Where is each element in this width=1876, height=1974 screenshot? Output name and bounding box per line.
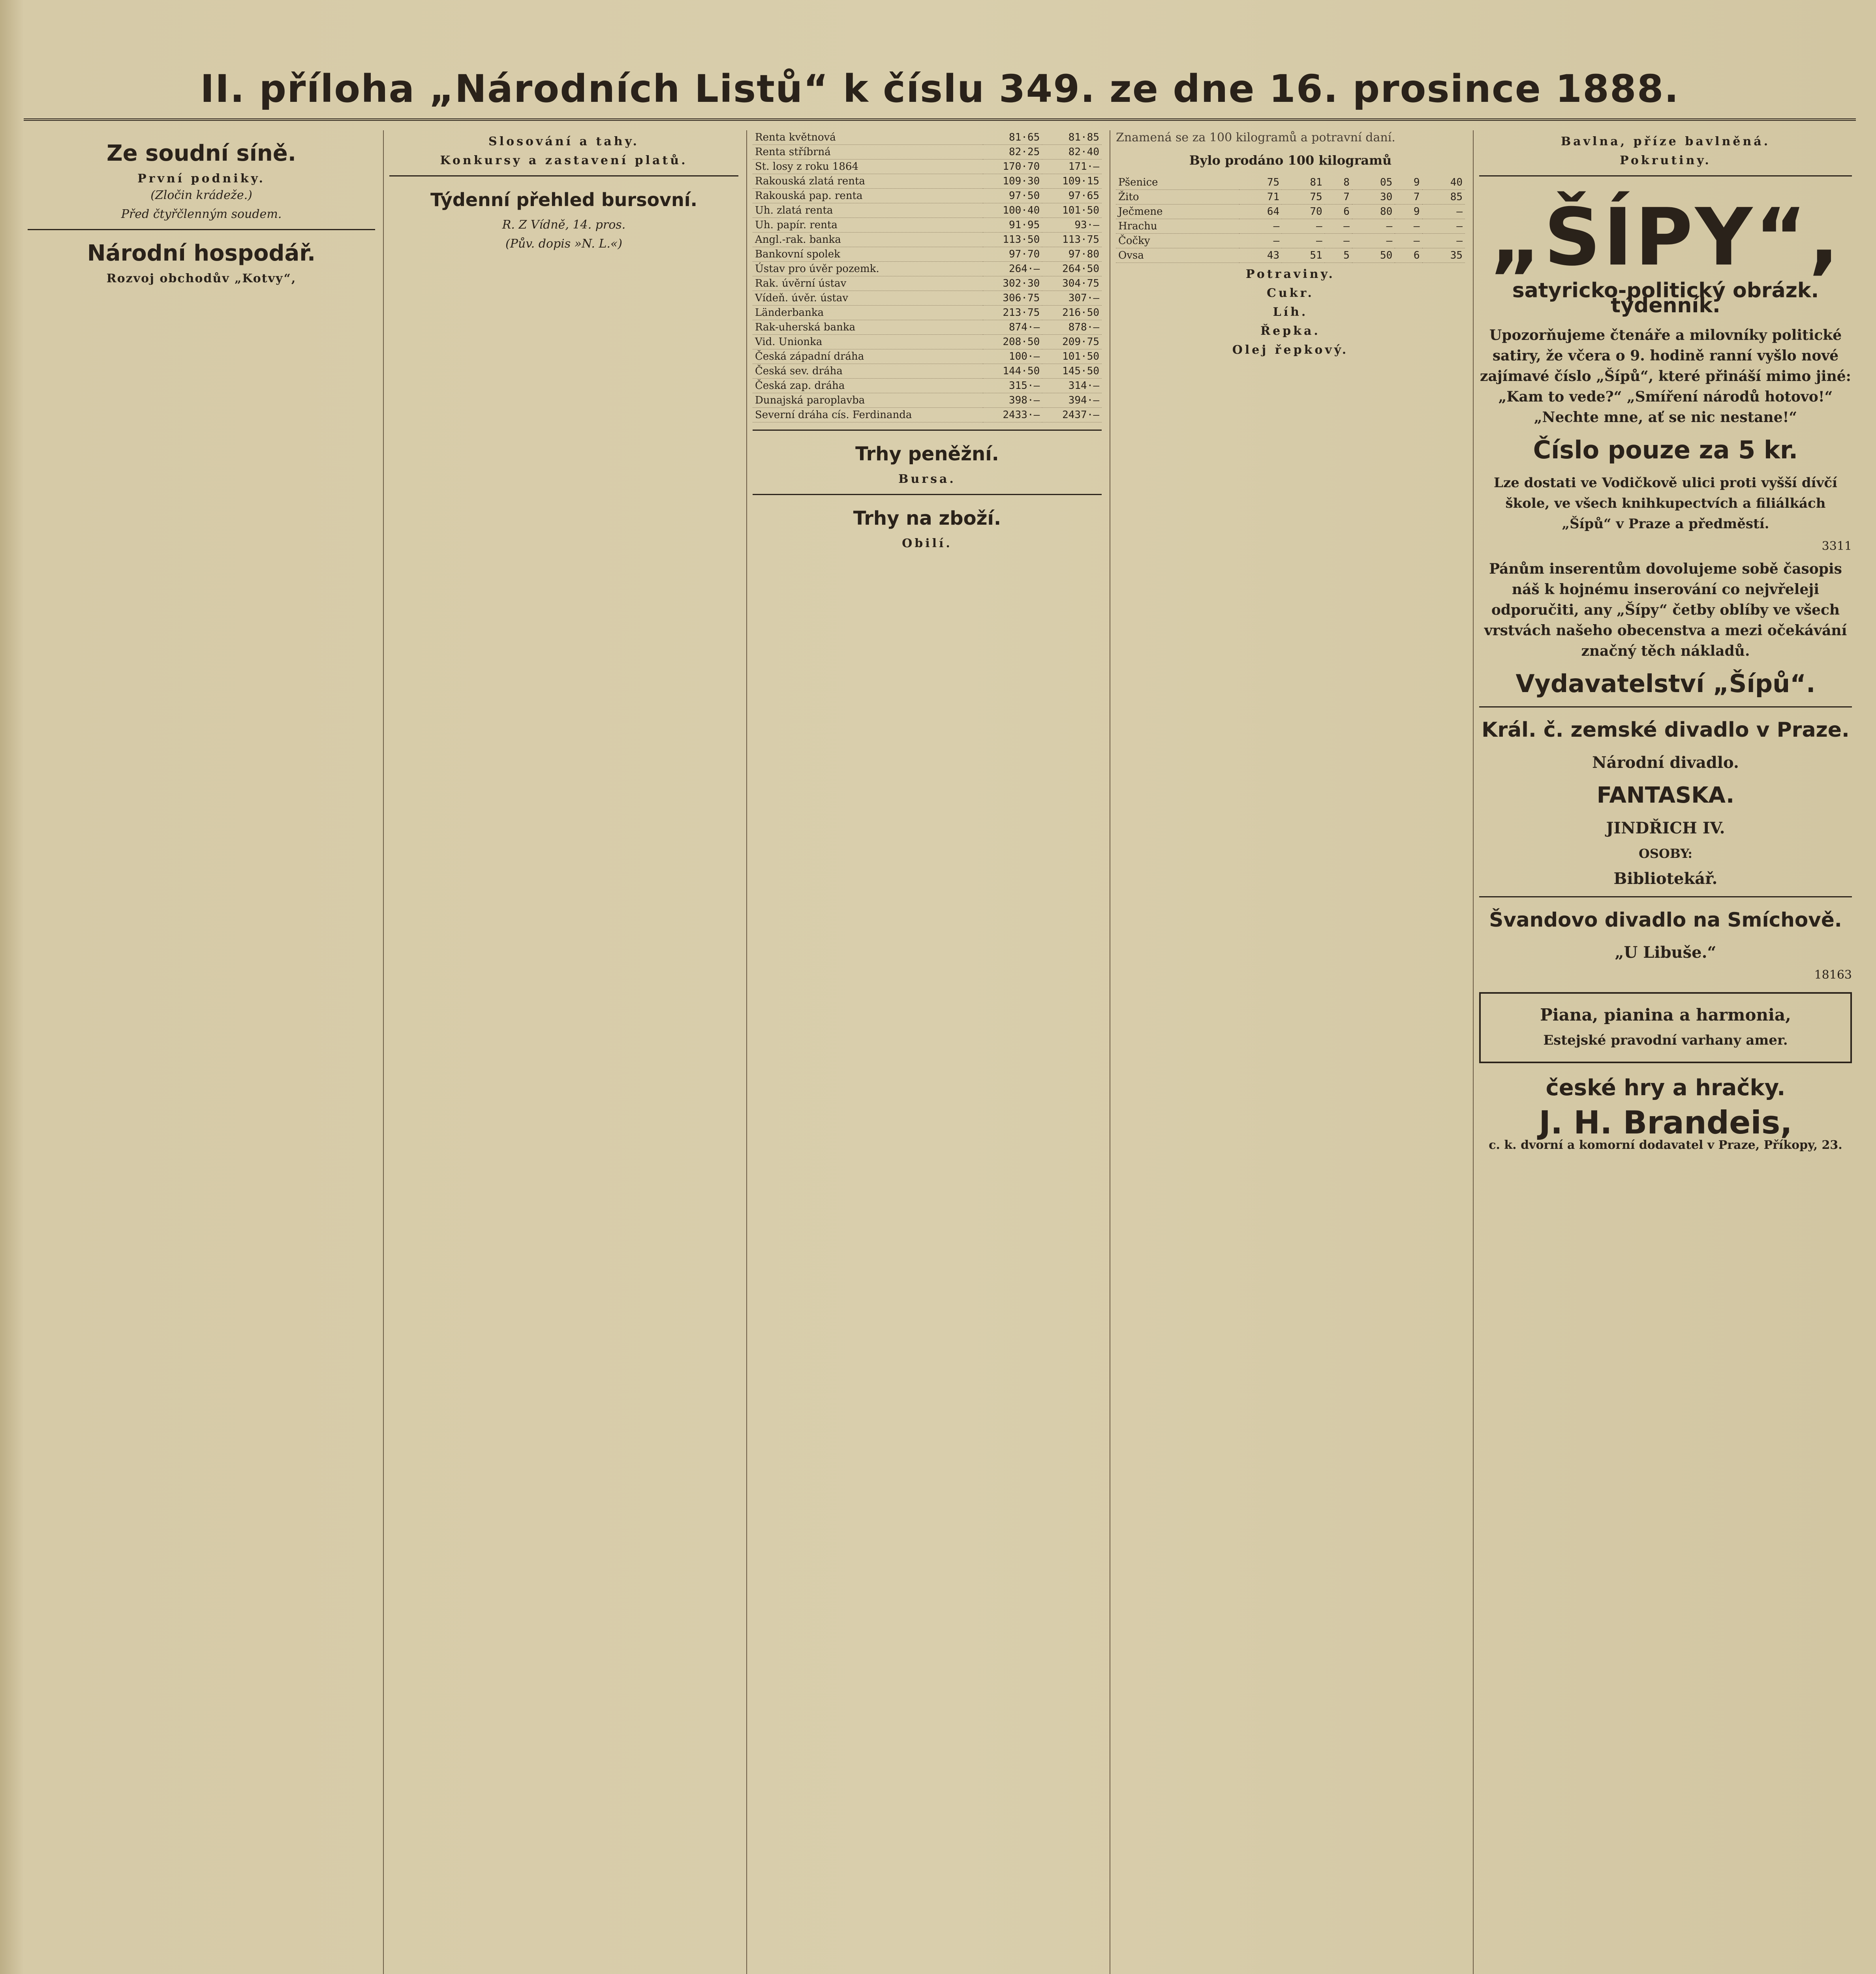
rate-value: 306·75: [983, 291, 1042, 306]
rate-row: [753, 203, 1102, 218]
rate-value: 82·40: [1042, 145, 1102, 159]
play-title-1: FANTASKA.: [1596, 782, 1735, 808]
grain-value: —: [1352, 234, 1395, 248]
grain-value: —: [1325, 219, 1352, 234]
grain-row: [1116, 190, 1465, 205]
article-subtitle: (Zločin krádeže.): [150, 188, 252, 202]
grain-row: [1116, 234, 1465, 248]
rate-name: Angl.-rak. banka: [753, 233, 983, 247]
grain-row: [1116, 175, 1465, 190]
rate-name: Uh. zlatá renta: [753, 203, 983, 218]
grain-value: 50: [1352, 248, 1395, 263]
grain-value: —: [1422, 205, 1465, 219]
section-heading-lih: Líh.: [1273, 305, 1308, 319]
sipy-ad-subtitle: satyricko-politický obrázk. týdenník.: [1512, 279, 1819, 317]
rate-name: Renta květnová: [753, 130, 983, 145]
grain-value: 6: [1395, 248, 1422, 263]
rate-value: 97·65: [1042, 189, 1102, 203]
grain-value: 30: [1352, 190, 1395, 205]
grain-value: 7: [1395, 190, 1422, 205]
rate-row: [753, 320, 1102, 335]
rate-name: Rak. úvěrní ústav: [753, 276, 983, 291]
column-2: [383, 130, 738, 1974]
bibliotekar-heading: Bibliotekář.: [1613, 869, 1718, 888]
ceske-hry-heading: české hry a hračky.: [1545, 1075, 1786, 1101]
rate-value: 398·—: [983, 393, 1042, 408]
rate-name: Rakouská pap. renta: [753, 189, 983, 203]
grain-name: Pšenice: [1116, 175, 1239, 190]
grain-value: —: [1395, 234, 1422, 248]
market-note: Znamená se za 100 kilogramů a potravní daní.: [1116, 131, 1395, 144]
byline: R. Z Vídně, 14. pros.: [502, 218, 626, 232]
rate-value: 109·30: [983, 174, 1042, 189]
rate-row: [753, 379, 1102, 393]
rate-name: Rakouská zlatá renta: [753, 174, 983, 189]
grain-table: [1116, 175, 1465, 263]
sipy-ad-title: „ŠÍPY“,: [1489, 191, 1842, 283]
sipy-ad-inserenti: Pánům inserentům dovolujeme sobě časopis náš k hojnému inserování co nejvřeleji odporučiti, any „Šípy“ četby oblíby ve všech vrstvách našeho obecenstva a mezi očekávání značný těch nákladů.: [1484, 561, 1847, 659]
rate-name: Ústav pro úvěr pozemk.: [753, 262, 983, 276]
section-heading-bursa: Bursa.: [898, 472, 956, 486]
grain-value: —: [1239, 234, 1282, 248]
rate-value: 315·—: [983, 379, 1042, 393]
grain-value: —: [1325, 234, 1352, 248]
divider: [1479, 896, 1852, 897]
rate-row: [753, 247, 1102, 262]
svandovo-heading: Švandovo divadlo na Smíchově.: [1489, 908, 1842, 931]
grain-value: 64: [1239, 205, 1282, 219]
grain-value: 80: [1352, 205, 1395, 219]
divider: [753, 430, 1102, 431]
column-4: [1110, 130, 1465, 1974]
rate-value: 208·50: [983, 335, 1042, 349]
piana-ad-sub: Estejské pravodní varhany amer.: [1543, 1032, 1788, 1048]
rate-value: 81·85: [1042, 130, 1102, 145]
rate-value: 2437·—: [1042, 408, 1102, 422]
rate-value: 264·50: [1042, 262, 1102, 276]
rate-value: 113·75: [1042, 233, 1102, 247]
rate-row: [753, 189, 1102, 203]
section-heading-potraviny: Potraviny.: [1246, 267, 1335, 281]
rate-value: 81·65: [983, 130, 1042, 145]
section-heading-repka: Řepka.: [1260, 324, 1320, 338]
rates-table: [753, 130, 1102, 422]
rate-value: 216·50: [1042, 306, 1102, 320]
divider: [1479, 175, 1852, 176]
rate-value: 145·50: [1042, 364, 1102, 379]
section-heading-trhy: Trhy peněžní.: [855, 443, 999, 465]
grain-value: 5: [1325, 248, 1352, 263]
rate-value: 878·—: [1042, 320, 1102, 335]
piana-ad-title: Piana, pianina a harmonia,: [1540, 1005, 1791, 1025]
grain-value: 05: [1352, 175, 1395, 190]
section-heading-cukr: Cukr.: [1267, 286, 1314, 300]
grain-name: Ječmene: [1116, 205, 1239, 219]
grain-name: Čočky: [1116, 234, 1239, 248]
divider: [389, 175, 738, 176]
rate-row: [753, 349, 1102, 364]
grain-value: —: [1239, 219, 1282, 234]
grain-value: —: [1282, 234, 1324, 248]
section-heading-soudni-sin: Ze soudní síně.: [106, 141, 297, 166]
rate-name: Länderbanka: [753, 306, 983, 320]
sipy-ad-admin: Vydavatelství „Šípů“.: [1515, 669, 1816, 698]
grain-value: 35: [1422, 248, 1465, 263]
svandovo-number: 18163: [1814, 968, 1852, 982]
rate-value: 97·80: [1042, 247, 1102, 262]
section-heading-bavlna: Bavlna, příze bavlněná.: [1561, 135, 1771, 148]
grain-value: 43: [1239, 248, 1282, 263]
divider: [753, 494, 1102, 495]
article-court: Před čtyřčlenným soudem.: [121, 207, 282, 221]
rate-row: [753, 145, 1102, 159]
rate-name: Bankovní spolek: [753, 247, 983, 262]
brandeis-address: c. k. dvorní a komorní dodavatel v Praze, Příkopy, 23.: [1489, 1138, 1842, 1152]
article-lead: Rozvoj obchodův „Kotvy“,: [106, 272, 297, 285]
sipy-ad-distribution: Lze dostati ve Vodičkově ulici proti vyšší dívčí škole, ve všech knihkupectvích a filiálkách „Šípů“ v Praze a předměstí.: [1494, 475, 1837, 532]
rate-name: Severní dráha cís. Ferdinanda: [753, 408, 983, 422]
sipy-ad-price: Číslo pouze za 5 kr.: [1533, 435, 1798, 464]
grain-value: —: [1422, 219, 1465, 234]
grain-value: 81: [1282, 175, 1324, 190]
cast-heading: OSOBY:: [1638, 846, 1693, 861]
rate-value: 307·—: [1042, 291, 1102, 306]
grain-value: 8: [1325, 175, 1352, 190]
grain-row: [1116, 248, 1465, 263]
grain-value: 40: [1422, 175, 1465, 190]
piana-ad: [1479, 992, 1852, 1063]
rate-value: 209·75: [1042, 335, 1102, 349]
columns: [28, 130, 1852, 1974]
rate-row: [753, 291, 1102, 306]
rate-value: 171·—: [1042, 159, 1102, 174]
grain-value: 51: [1282, 248, 1324, 263]
svandovo-subheading: „U Libuše.“: [1615, 943, 1716, 962]
grain-table-title: Bylo prodáno 100 kilogramů: [1189, 153, 1392, 168]
grain-value: 9: [1395, 205, 1422, 219]
sipy-ad-number: 3311: [1822, 539, 1852, 553]
rate-row: [753, 276, 1102, 291]
rate-value: 213·75: [983, 306, 1042, 320]
article-title: První podniky.: [137, 172, 265, 186]
rate-row: [753, 233, 1102, 247]
byline-note: (Pův. dopis »N. L.«): [505, 237, 622, 251]
rate-name: Vid. Unionka: [753, 335, 983, 349]
rate-value: 394·—: [1042, 393, 1102, 408]
grain-value: —: [1395, 219, 1422, 234]
rate-value: 91·95: [983, 218, 1042, 233]
rate-value: 93·—: [1042, 218, 1102, 233]
section-heading-narodni-hospodar: Národní hospodář.: [87, 240, 316, 266]
brandeis-brand: J. H. Brandeis,: [1539, 1104, 1792, 1141]
rate-name: Dunajská paroplavba: [753, 393, 983, 408]
rate-value: 113·50: [983, 233, 1042, 247]
section-heading-trhy-zbozi: Trhy na zboží.: [853, 507, 1001, 529]
rate-value: 100·40: [983, 203, 1042, 218]
rate-value: 302·30: [983, 276, 1042, 291]
grain-name: Ovsa: [1116, 248, 1239, 263]
rate-row: [753, 130, 1102, 145]
rate-row: [753, 306, 1102, 320]
grain-name: Hrachu: [1116, 219, 1239, 234]
grain-value: 71: [1239, 190, 1282, 205]
grain-value: 75: [1239, 175, 1282, 190]
column-3: [746, 130, 1102, 1974]
rate-name: St. losy z roku 1864: [753, 159, 983, 174]
grain-value: 7: [1325, 190, 1352, 205]
rate-row: [753, 159, 1102, 174]
grain-value: 6: [1325, 205, 1352, 219]
grain-value: 75: [1282, 190, 1324, 205]
rate-name: Česká sev. dráha: [753, 364, 983, 379]
rate-value: 874·—: [983, 320, 1042, 335]
rate-value: 100·—: [983, 349, 1042, 364]
grain-value: —: [1352, 219, 1395, 234]
rate-row: [753, 335, 1102, 349]
grain-name: Žito: [1116, 190, 1239, 205]
grain-value: 70: [1282, 205, 1324, 219]
rate-value: 82·25: [983, 145, 1042, 159]
grain-row: [1116, 219, 1465, 234]
rate-name: Česká zap. dráha: [753, 379, 983, 393]
divider: [28, 229, 375, 230]
section-heading-olej: Olej řepkový.: [1232, 343, 1349, 357]
rate-value: 304·75: [1042, 276, 1102, 291]
grain-row: [1116, 205, 1465, 219]
rate-value: 314·—: [1042, 379, 1102, 393]
column-5: [1473, 130, 1852, 1974]
rate-value: 170·70: [983, 159, 1042, 174]
rate-name: Renta stříbrná: [753, 145, 983, 159]
grain-value: 9: [1395, 175, 1422, 190]
rate-row: [753, 408, 1102, 422]
rate-name: Uh. papír. renta: [753, 218, 983, 233]
rate-name: Rak-uherská banka: [753, 320, 983, 335]
grain-value: 85: [1422, 190, 1465, 205]
grain-value: —: [1422, 234, 1465, 248]
rate-value: 101·50: [1042, 349, 1102, 364]
theatre-heading: Král. č. zemské divadlo v Praze.: [1482, 718, 1850, 742]
rate-value: 97·70: [983, 247, 1042, 262]
masthead: [24, 59, 1856, 121]
rate-value: 2433·—: [983, 408, 1042, 422]
rate-name: Česká západní dráha: [753, 349, 983, 364]
section-heading-obili: Obilí.: [902, 537, 952, 550]
rate-name: Vídeň. úvěr. ústav: [753, 291, 983, 306]
rate-row: [753, 364, 1102, 379]
rate-row: [753, 218, 1102, 233]
play-title-2: JINDŘICH IV.: [1606, 819, 1725, 837]
rate-row: [753, 174, 1102, 189]
divider: [1479, 706, 1852, 707]
rate-row: [753, 262, 1102, 276]
rate-value: 97·50: [983, 189, 1042, 203]
rate-value: 109·15: [1042, 174, 1102, 189]
section-heading-slosovani: Slosování a tahy.: [488, 135, 639, 148]
rate-value: 101·50: [1042, 203, 1102, 218]
theatre-subheading: Národní divadlo.: [1592, 753, 1739, 772]
column-1: [28, 130, 375, 1974]
rate-value: 144·50: [983, 364, 1042, 379]
section-heading-konkursy: Konkursy a zastavení platů.: [440, 154, 688, 167]
page-title: II. příloha „Národních Listů“ k číslu 349. ze dne 16. prosince 1888.: [200, 67, 1679, 111]
sipy-ad-notice: Upozorňujeme čtenáře a milovníky politické satiry, že včera o 9. hodině ranní vyšlo nové zajímavé číslo „Šípů“, které přináší mimo jiné: „Kam to vede?“ „Smíření národů hotovo!“ „Nechte mne, ať se nic nestane!“: [1480, 327, 1851, 426]
rate-value: 264·—: [983, 262, 1042, 276]
grain-value: —: [1282, 219, 1324, 234]
section-heading-pokrutiny: Pokrutiny.: [1620, 154, 1711, 167]
rate-row: [753, 393, 1102, 408]
section-heading-prehled: Týdenní přehled bursovní.: [430, 189, 698, 210]
